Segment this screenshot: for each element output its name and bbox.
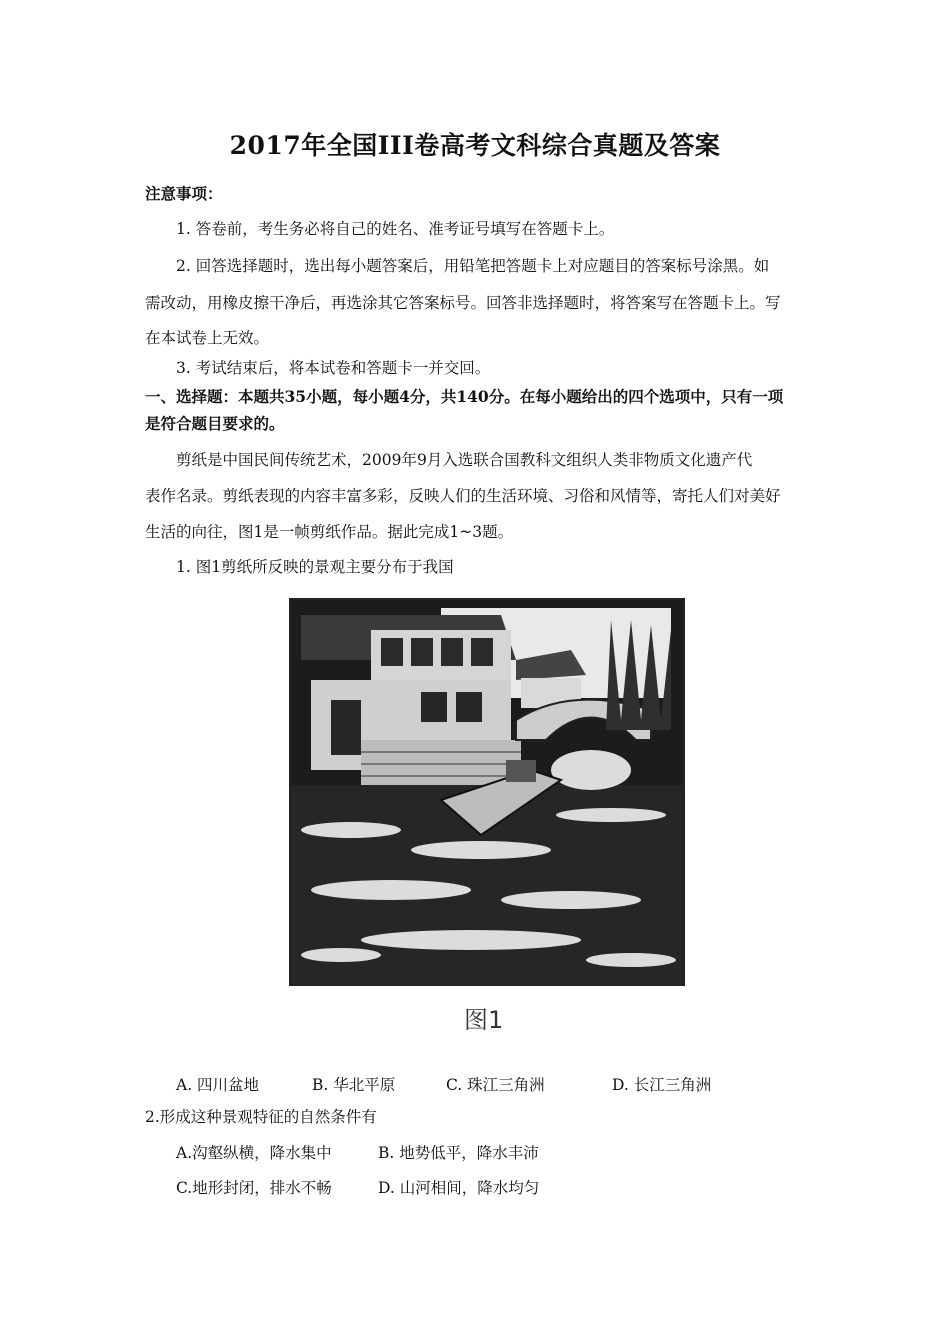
- question-2-stem: 2.形成这种景观特征的自然条件有: [145, 1108, 377, 1126]
- notice-item-2-line-3: 在本试卷上无效。: [145, 329, 270, 347]
- question-1-option-b: B. 华北平原: [312, 1076, 396, 1094]
- notice-item-1: 1. 答卷前，考生务必将自己的姓名、准考证号填写在答题卡上。: [176, 220, 615, 238]
- question-1-stem: 1. 图1剪纸所反映的景观主要分布于我国: [176, 558, 454, 576]
- question-1-option-c: C. 珠江三角洲: [446, 1076, 545, 1094]
- passage-line-1: 剪纸是中国民间传统艺术，2009年9月入选联合国教科文组织人类非物质文化遗产代: [176, 451, 753, 469]
- notice-item-2-line-2: 需改动，用橡皮擦干净后，再选涂其它答案标号。回答非选择题时，将答案写在答题卡上。写: [145, 294, 781, 312]
- notice-heading: 注意事项：: [145, 184, 223, 203]
- question-2-option-c: C.地形封闭，排水不畅: [176, 1179, 332, 1197]
- page-title: 2017年全国III卷高考文科综合真题及答案: [229, 131, 721, 160]
- section-heading-line-2: 是符合题目要求的。: [145, 414, 285, 433]
- figure-caption: 图1: [464, 1006, 504, 1034]
- paper-cut-illustration: [291, 600, 683, 984]
- question-1-option-d: D. 长江三角洲: [612, 1076, 712, 1094]
- paper-cut-figure: [289, 598, 685, 986]
- section-heading-line-1: 一、选择题：本题共35小题，每小题4分，共140分。在每小题给出的四个选项中，只有一项: [145, 387, 784, 406]
- question-2-option-a: A.沟壑纵横，降水集中: [176, 1144, 332, 1162]
- question-1-option-a: A. 四川盆地: [176, 1076, 260, 1094]
- boat-cabin: [506, 760, 536, 782]
- passage-line-2: 表作名录。剪纸表现的内容丰富多彩，反映人们的生活环境、习俗和风情等，寄托人们对美好: [145, 487, 781, 505]
- passage-line-3: 生活的向往，图1是一帧剪纸作品。据此完成1~3题。: [145, 523, 514, 541]
- question-2-option-b: B. 地势低平，降水丰沛: [378, 1144, 539, 1162]
- notice-item-3: 3. 考试结束后，将本试卷和答题卡一并交回。: [176, 359, 491, 377]
- question-2-option-d: D. 山河相间，降水均匀: [378, 1179, 540, 1197]
- notice-item-2-line-1: 2. 回答选择题时，选出每小题答案后，用铅笔把答题卡上对应题目的答案标号涂黑。如: [176, 257, 770, 275]
- embankment: [361, 740, 521, 785]
